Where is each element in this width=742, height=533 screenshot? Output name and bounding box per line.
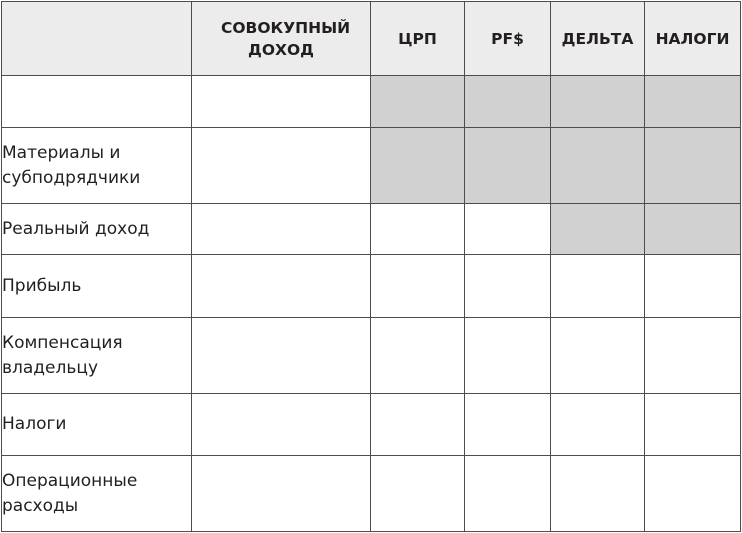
table-cell bbox=[371, 128, 465, 204]
table-row bbox=[2, 394, 741, 456]
header-delta: ДЕЛЬТА bbox=[551, 2, 645, 76]
table-cell bbox=[465, 128, 551, 204]
table-cell bbox=[551, 76, 645, 128]
header-pf: PF$ bbox=[465, 2, 551, 76]
table-body bbox=[2, 76, 741, 532]
table-cell bbox=[192, 456, 371, 532]
table-cell bbox=[371, 456, 465, 532]
header-total-income-label: СОВОКУПНЫЙ ДОХОД bbox=[221, 18, 351, 59]
header-corner-cell bbox=[2, 2, 192, 76]
table-cell bbox=[551, 128, 645, 204]
row-label bbox=[2, 456, 192, 532]
table-cell bbox=[551, 318, 645, 394]
table-cell bbox=[465, 456, 551, 532]
header-total-income bbox=[192, 2, 371, 76]
table-cell bbox=[371, 394, 465, 456]
row-label: Реальный доход bbox=[2, 204, 192, 255]
table-cell bbox=[371, 255, 465, 318]
table-cell bbox=[371, 318, 465, 394]
table-cell bbox=[645, 255, 741, 318]
table-cell bbox=[645, 318, 741, 394]
row-label bbox=[2, 318, 192, 394]
table-cell bbox=[551, 255, 645, 318]
table-cell bbox=[192, 255, 371, 318]
header-taxes: НАЛОГИ bbox=[645, 2, 741, 76]
table-row bbox=[2, 318, 741, 394]
table-cell bbox=[551, 394, 645, 456]
table-cell bbox=[645, 456, 741, 532]
table-row bbox=[2, 456, 741, 532]
table-cell bbox=[645, 76, 741, 128]
allocation-table bbox=[1, 1, 741, 532]
table-row bbox=[2, 128, 741, 204]
table-cell bbox=[192, 318, 371, 394]
row-label-text: Компенсация владельцу bbox=[2, 332, 123, 378]
table-cell bbox=[645, 128, 741, 204]
table-cell bbox=[645, 204, 741, 255]
table-cell bbox=[465, 318, 551, 394]
table-row bbox=[2, 255, 741, 318]
row-label-text: Операционные расходы bbox=[2, 470, 138, 516]
row-label-text: Материалы и субподрядчики bbox=[2, 142, 141, 188]
table-cell bbox=[465, 204, 551, 255]
table-cell bbox=[551, 204, 645, 255]
header-cpp: ЦРП bbox=[371, 2, 465, 76]
row-label bbox=[2, 76, 192, 128]
row-label: Налоги bbox=[2, 394, 192, 456]
table-cell bbox=[645, 394, 741, 456]
table-row bbox=[2, 204, 741, 255]
table-cell bbox=[192, 76, 371, 128]
table-cell bbox=[465, 255, 551, 318]
row-label: Прибыль bbox=[2, 255, 192, 318]
row-label bbox=[2, 128, 192, 204]
table-row bbox=[2, 76, 741, 128]
table-cell bbox=[551, 456, 645, 532]
table-cell bbox=[192, 204, 371, 255]
table-cell bbox=[371, 204, 465, 255]
table-cell bbox=[192, 128, 371, 204]
table-cell bbox=[465, 76, 551, 128]
table-cell bbox=[465, 394, 551, 456]
table-cell bbox=[371, 76, 465, 128]
table-cell bbox=[192, 394, 371, 456]
header-row bbox=[2, 2, 741, 76]
